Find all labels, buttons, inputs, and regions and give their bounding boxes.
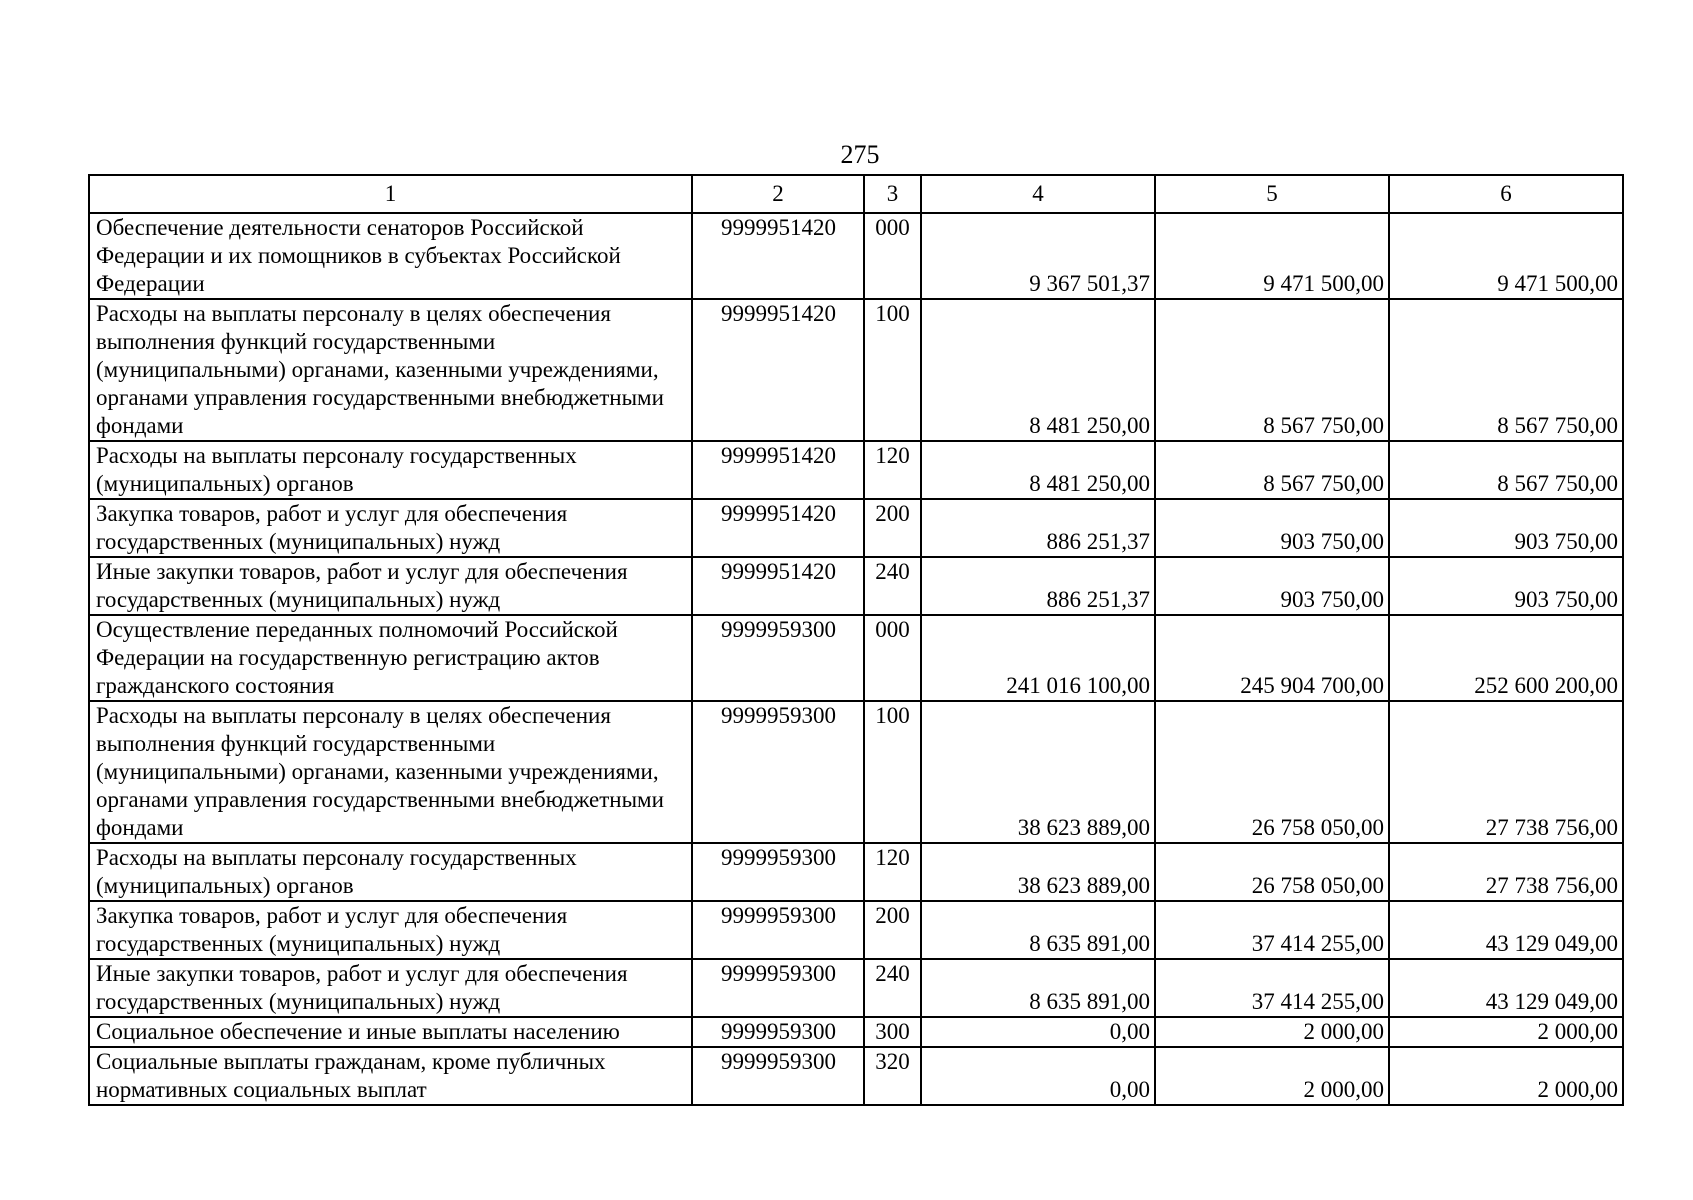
- row-code: 9999959300: [692, 959, 864, 1017]
- row-code: 9999959300: [692, 901, 864, 959]
- header-row: [89, 175, 1623, 213]
- table-row: [89, 615, 1623, 701]
- table-row: [89, 299, 1623, 441]
- row-code: 9999959300: [692, 701, 864, 843]
- row-code: 9999959300: [692, 615, 864, 701]
- row-value-col4: 9 367 501,37: [921, 213, 1155, 299]
- row-code: 9999959300: [692, 1017, 864, 1047]
- row-code: 9999951420: [692, 299, 864, 441]
- row-name: Социальное обеспечение и иные выплаты населению: [89, 1017, 692, 1047]
- table-row: [89, 959, 1623, 1017]
- row-value-col5: 8 567 750,00: [1155, 441, 1389, 499]
- row-name: Социальные выплаты гражданам, кроме публичных нормативных социальных выплат: [89, 1047, 692, 1105]
- row-name: Расходы на выплаты персоналу в целях обеспечения выполнения функций государственными (муниципальными) органами, казенными учреждениями, органами управления государственными внебюджетными фондами: [89, 299, 692, 441]
- row-value-col6: 43 129 049,00: [1389, 901, 1623, 959]
- budget-table: [88, 174, 1624, 1106]
- row-name: Расходы на выплаты персоналу государственных (муниципальных) органов: [89, 843, 692, 901]
- row-expense-type: 300: [864, 1017, 921, 1047]
- row-value-col4: 8 635 891,00: [921, 901, 1155, 959]
- table-row: [89, 1047, 1623, 1105]
- row-value-col5: 9 471 500,00: [1155, 213, 1389, 299]
- row-value-col6: 2 000,00: [1389, 1047, 1623, 1105]
- row-expense-type: 320: [864, 1047, 921, 1105]
- row-code: 9999951420: [692, 557, 864, 615]
- page-number: 275: [840, 140, 880, 169]
- row-value-col4: 38 623 889,00: [921, 843, 1155, 901]
- row-code: 9999959300: [692, 1047, 864, 1105]
- row-expense-type: 100: [864, 299, 921, 441]
- row-name: Иные закупки товаров, работ и услуг для обеспечения государственных (муниципальных) нужд: [89, 557, 692, 615]
- column-header: 2: [692, 175, 864, 213]
- row-code: 9999951420: [692, 441, 864, 499]
- row-value-col4: 0,00: [921, 1047, 1155, 1105]
- row-value-col4: 38 623 889,00: [921, 701, 1155, 843]
- row-value-col6: 903 750,00: [1389, 499, 1623, 557]
- row-value-col4: 241 016 100,00: [921, 615, 1155, 701]
- row-value-col6: 2 000,00: [1389, 1017, 1623, 1047]
- column-header: 4: [921, 175, 1155, 213]
- table-row: [89, 441, 1623, 499]
- row-value-col5: 37 414 255,00: [1155, 901, 1389, 959]
- row-expense-type: 120: [864, 441, 921, 499]
- table-row: [89, 557, 1623, 615]
- row-code: 9999951420: [692, 499, 864, 557]
- row-name: Иные закупки товаров, работ и услуг для обеспечения государственных (муниципальных) нужд: [89, 959, 692, 1017]
- row-value-col6: 9 471 500,00: [1389, 213, 1623, 299]
- column-header: 5: [1155, 175, 1389, 213]
- row-value-col5: 8 567 750,00: [1155, 299, 1389, 441]
- row-value-col6: 903 750,00: [1389, 557, 1623, 615]
- row-name: Закупка товаров, работ и услуг для обеспечения государственных (муниципальных) нужд: [89, 901, 692, 959]
- column-header: 3: [864, 175, 921, 213]
- row-value-col5: 903 750,00: [1155, 499, 1389, 557]
- row-name: Расходы на выплаты персоналу в целях обеспечения выполнения функций государственными (муниципальными) органами, казенными учреждениями, органами управления государственными внебюджетными фондами: [89, 701, 692, 843]
- row-value-col4: 8 481 250,00: [921, 299, 1155, 441]
- table-row: [89, 213, 1623, 299]
- row-value-col5: 903 750,00: [1155, 557, 1389, 615]
- row-name: Закупка товаров, работ и услуг для обеспечения государственных (муниципальных) нужд: [89, 499, 692, 557]
- table-row: [89, 701, 1623, 843]
- row-value-col5: 245 904 700,00: [1155, 615, 1389, 701]
- row-value-col6: 8 567 750,00: [1389, 441, 1623, 499]
- row-expense-type: 240: [864, 959, 921, 1017]
- row-value-col5: 2 000,00: [1155, 1047, 1389, 1105]
- table-row: [89, 901, 1623, 959]
- row-value-col6: 27 738 756,00: [1389, 701, 1623, 843]
- column-header: 1: [89, 175, 692, 213]
- row-value-col6: 27 738 756,00: [1389, 843, 1623, 901]
- row-name: Расходы на выплаты персоналу государственных (муниципальных) органов: [89, 441, 692, 499]
- row-expense-type: 000: [864, 615, 921, 701]
- row-value-col5: 26 758 050,00: [1155, 843, 1389, 901]
- row-value-col4: 8 635 891,00: [921, 959, 1155, 1017]
- row-name: Осуществление переданных полномочий Российской Федерации на государственную регистрацию актов гражданского состояния: [89, 615, 692, 701]
- row-name: Обеспечение деятельности сенаторов Российской Федерации и их помощников в субъектах Российской Федерации: [89, 213, 692, 299]
- row-value-col6: 8 567 750,00: [1389, 299, 1623, 441]
- table-row: [89, 499, 1623, 557]
- table-row: [89, 843, 1623, 901]
- row-expense-type: 000: [864, 213, 921, 299]
- row-expense-type: 120: [864, 843, 921, 901]
- row-value-col5: 26 758 050,00: [1155, 701, 1389, 843]
- row-expense-type: 200: [864, 499, 921, 557]
- row-value-col6: 43 129 049,00: [1389, 959, 1623, 1017]
- row-value-col4: 886 251,37: [921, 499, 1155, 557]
- row-expense-type: 100: [864, 701, 921, 843]
- row-value-col4: 8 481 250,00: [921, 441, 1155, 499]
- row-code: 9999951420: [692, 213, 864, 299]
- row-value-col6: 252 600 200,00: [1389, 615, 1623, 701]
- row-value-col5: 37 414 255,00: [1155, 959, 1389, 1017]
- row-code: 9999959300: [692, 843, 864, 901]
- row-expense-type: 200: [864, 901, 921, 959]
- column-header: 6: [1389, 175, 1623, 213]
- row-value-col4: 0,00: [921, 1017, 1155, 1047]
- row-value-col4: 886 251,37: [921, 557, 1155, 615]
- row-expense-type: 240: [864, 557, 921, 615]
- row-value-col5: 2 000,00: [1155, 1017, 1389, 1047]
- table-row: [89, 1017, 1623, 1047]
